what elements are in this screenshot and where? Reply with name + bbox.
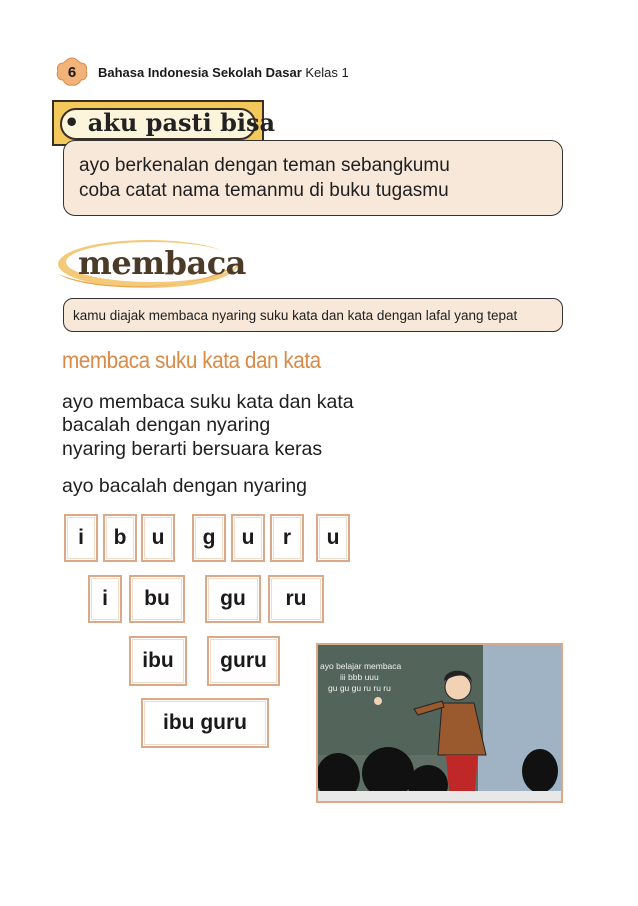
phrase-box: ibu guru: [141, 698, 269, 748]
reading-prompt: ayo bacalah dengan nyaring: [62, 475, 308, 497]
page-number: 6: [67, 64, 77, 81]
letter-box: u: [316, 514, 350, 562]
letter-box: u: [231, 514, 265, 562]
letter-box: r: [270, 514, 304, 562]
body-text-line: bacalah dengan nyaring: [62, 414, 271, 436]
board-text-line: gu gu gu ru ru ru: [328, 683, 391, 693]
letter-box: b: [103, 514, 137, 562]
book-title: Bahasa Indonesia Sekolah Dasar: [98, 65, 302, 80]
syllable-box: bu: [129, 575, 185, 623]
book-header: [98, 64, 349, 82]
word-box: ibu: [129, 636, 187, 686]
body-text-line: ayo membaca suku kata dan kata: [62, 391, 354, 413]
membaca-title: membaca: [78, 244, 246, 282]
word-box: guru: [207, 636, 280, 686]
instruction-text: kamu diajak membaca nyaring suku kata dan kata dengan lafal yang tepat: [73, 308, 518, 323]
section-subtitle: membaca suku kata dan kata: [62, 347, 321, 373]
board-text-line: ayo belajar membaca: [320, 661, 402, 671]
body-text-line: nyaring berarti bersuara keras: [62, 438, 323, 460]
activity-note-text: [79, 153, 450, 203]
activity-note-line: coba catat nama temanmu di buku tugasmu: [79, 180, 449, 201]
grade-label: Kelas 1: [305, 65, 349, 80]
letter-box: i: [64, 514, 98, 562]
letter-box: u: [141, 514, 175, 562]
aku-pasti-bisa-title: • aku pasti bisa: [64, 108, 276, 137]
board-text-line: iii bbb uuu: [340, 672, 379, 682]
syllable-box: i: [88, 575, 122, 623]
syllable-box: ru: [268, 575, 324, 623]
classroom-illustration: [316, 643, 563, 803]
syllable-box: gu: [205, 575, 261, 623]
activity-note-line: ayo berkenalan dengan teman sebangkumu: [79, 155, 450, 176]
letter-box: g: [192, 514, 226, 562]
